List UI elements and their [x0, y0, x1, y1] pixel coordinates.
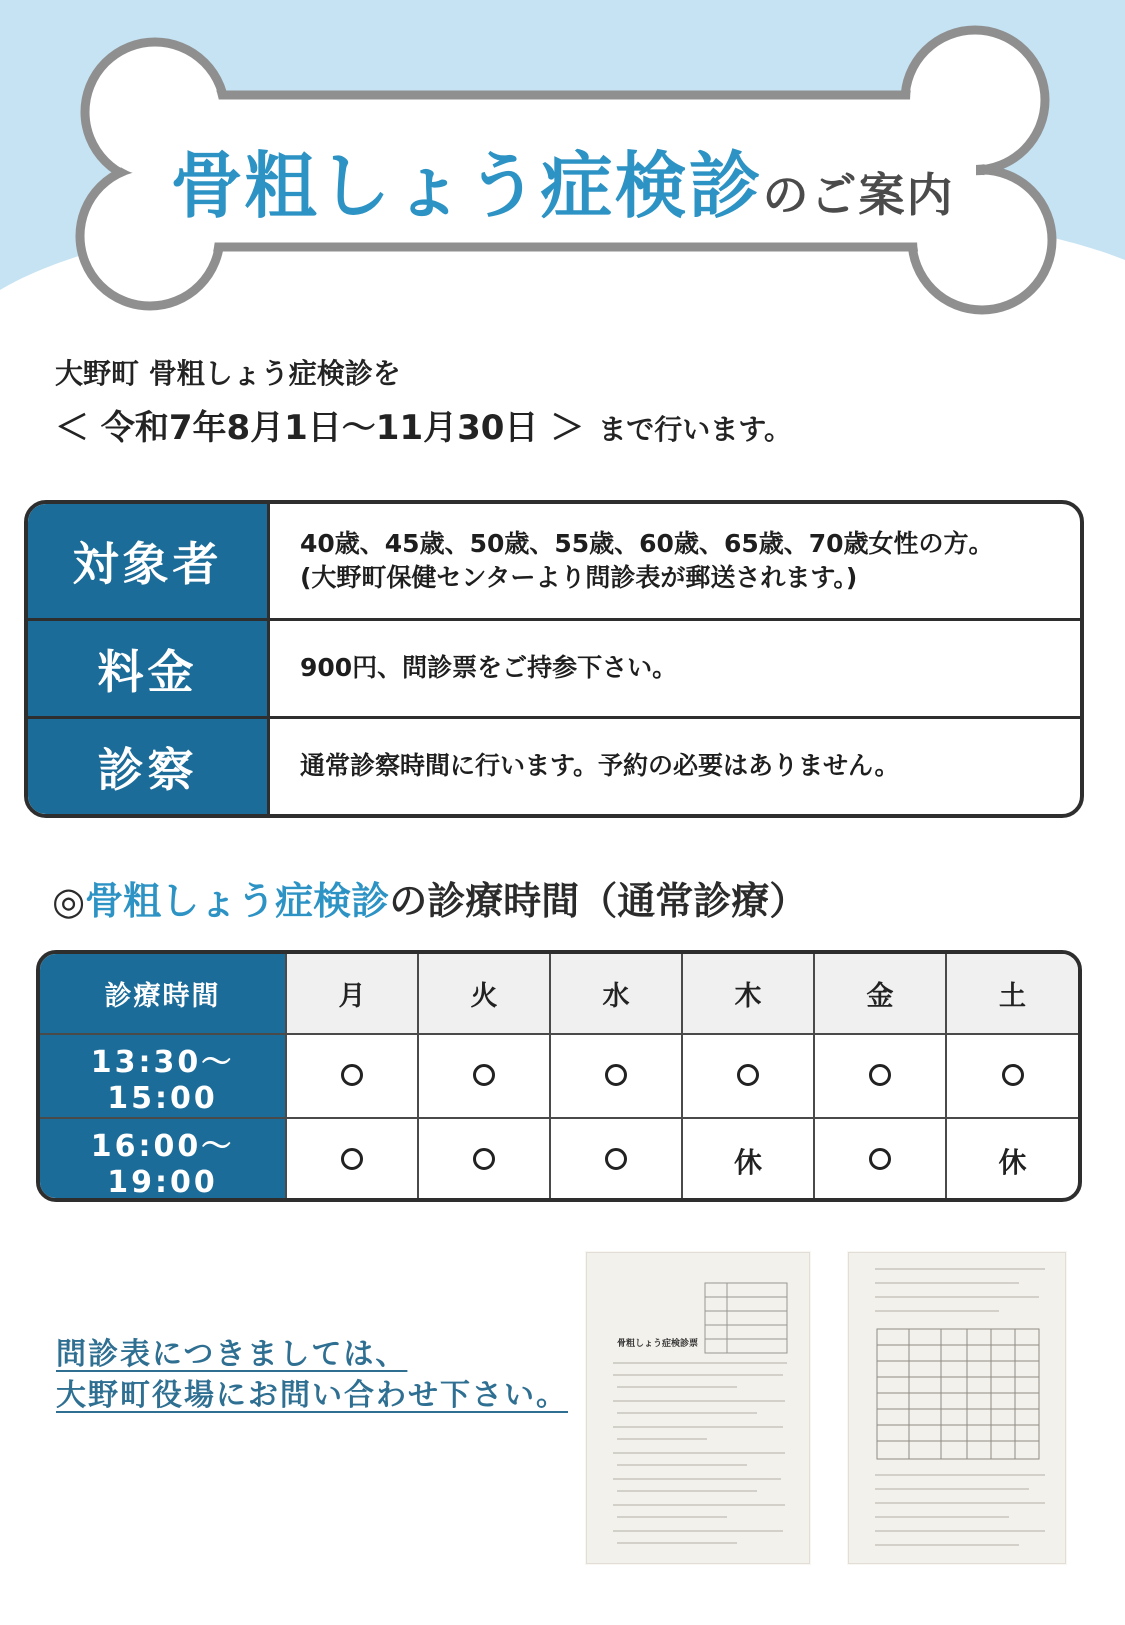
info-text-target-2: (大野町保健センターより問診表が郵送されます。)	[300, 563, 858, 592]
info-text-fee: 900円、問診票をご持参下さい。	[300, 653, 678, 683]
title-sub: のご案内	[762, 168, 955, 222]
day-header: 土	[946, 954, 1078, 1034]
info-text-exam: 通常診察時間に行います。予約の必要はありません。	[300, 751, 900, 781]
intro-line1: 大野町 骨粗しょう症検診を	[55, 357, 401, 390]
intro-period: ＜ 令和7年8月1日～11月30日 ＞	[55, 408, 585, 448]
available-circle-icon	[869, 1148, 891, 1170]
info-body-exam	[270, 719, 1080, 814]
schedule-cell	[418, 1034, 550, 1118]
info-table	[24, 500, 1084, 818]
schedule-corner-label: 診療時間	[40, 954, 286, 1034]
questionnaire-lines-icon	[587, 1253, 811, 1565]
questionnaire-grid-icon	[849, 1253, 1067, 1565]
schedule-cell: 休	[946, 1118, 1078, 1202]
schedule-title	[52, 870, 807, 925]
schedule-cell	[946, 1034, 1078, 1118]
schedule-title-accent: 骨粗しょう症検診	[85, 879, 390, 923]
schedule-cell	[550, 1118, 682, 1202]
contact-line1: 問診表につきましては、	[56, 1337, 408, 1372]
info-row-fee	[28, 618, 1080, 716]
schedule-cell	[418, 1118, 550, 1202]
info-body-target	[270, 504, 1080, 618]
available-circle-icon	[1002, 1064, 1024, 1086]
intro-line2	[55, 400, 792, 449]
available-circle-icon	[473, 1064, 495, 1086]
day-header: 月	[286, 954, 418, 1034]
day-header: 水	[550, 954, 682, 1034]
schedule-cell: 休	[682, 1118, 814, 1202]
questionnaire-title: 骨粗しょう症検診票	[617, 1339, 699, 1349]
available-circle-icon	[869, 1064, 891, 1086]
day-header: 火	[418, 954, 550, 1034]
available-circle-icon	[341, 1064, 363, 1086]
info-body-fee	[270, 621, 1080, 716]
schedule-cell	[286, 1034, 418, 1118]
page-title	[0, 128, 1125, 232]
schedule-cell	[814, 1034, 946, 1118]
available-circle-icon	[605, 1064, 627, 1086]
contact-note	[56, 1335, 568, 1416]
schedule-cell	[682, 1034, 814, 1118]
info-label-fee: 料金	[28, 621, 270, 716]
available-circle-icon	[737, 1064, 759, 1086]
title-main: 骨粗しょう症検診	[170, 144, 763, 228]
day-header: 木	[682, 954, 814, 1034]
available-circle-icon	[605, 1148, 627, 1170]
available-circle-icon	[473, 1148, 495, 1170]
schedule-cell	[814, 1118, 946, 1202]
contact-line2: 大野町役場にお問い合わせ下さい。	[56, 1377, 568, 1413]
time-slot: 13:30～15:00	[40, 1034, 286, 1118]
intro-tail: まで行います。	[598, 413, 793, 446]
table-row	[40, 1118, 1078, 1202]
info-label-exam: 診察	[28, 719, 270, 814]
schedule-title-rest: の診療時間（通常診療）	[389, 879, 808, 923]
questionnaire-page-1-image	[586, 1252, 810, 1564]
intro	[55, 352, 792, 449]
schedule-header-row	[40, 954, 1078, 1034]
questionnaire-page-2-image	[848, 1252, 1066, 1564]
info-row-exam	[28, 716, 1080, 814]
schedule-table	[36, 950, 1082, 1202]
available-circle-icon	[341, 1148, 363, 1170]
schedule-cell	[286, 1118, 418, 1202]
day-header: 金	[814, 954, 946, 1034]
schedule-cell	[550, 1034, 682, 1118]
table-row	[40, 1034, 1078, 1118]
info-label-target: 対象者	[28, 504, 270, 618]
info-row-target	[28, 504, 1080, 618]
schedule-title-prefix: ◎	[52, 879, 86, 923]
info-text-target-1: 40歳、45歳、50歳、55歳、60歳、65歳、70歳女性の方。	[300, 528, 994, 558]
time-slot: 16:00～19:00	[40, 1118, 286, 1202]
